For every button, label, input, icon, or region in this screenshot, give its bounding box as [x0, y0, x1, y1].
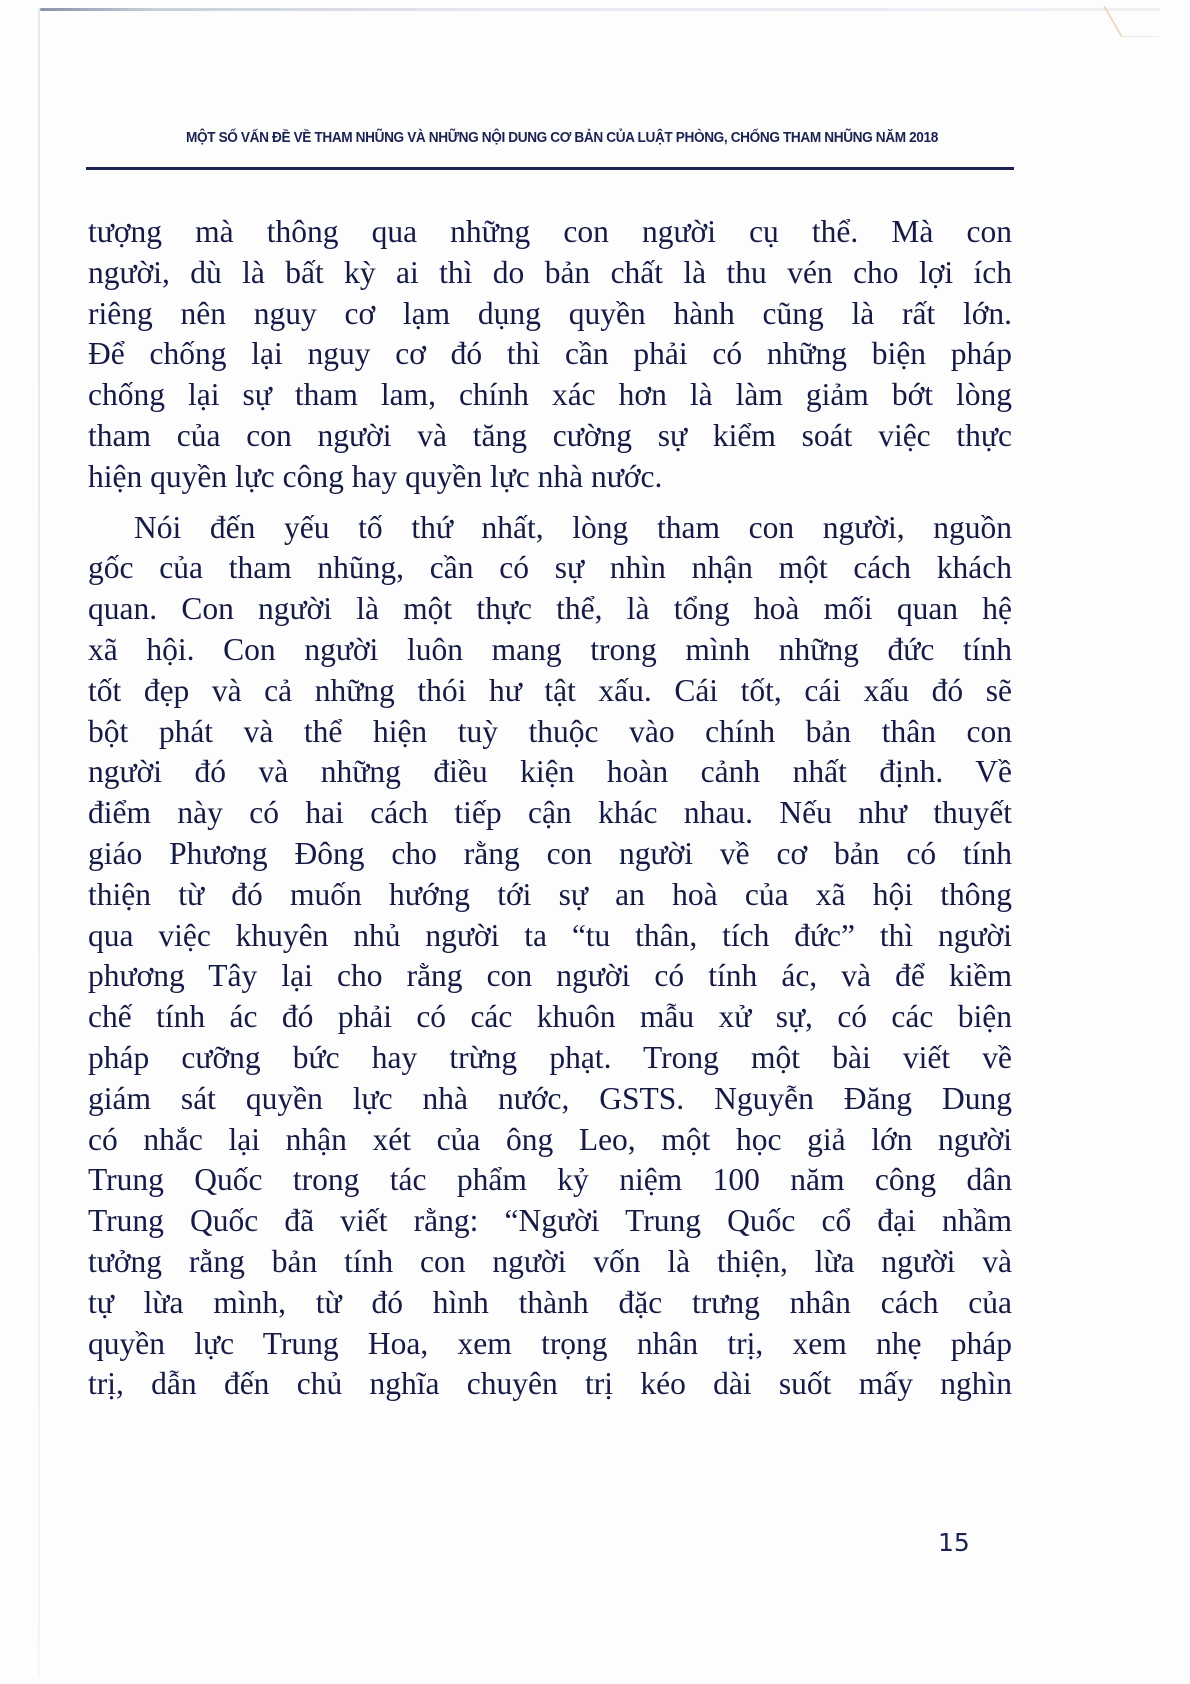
- text-line: chống lại sự tham lam, chính xác hơn là làm giảm bớt lòng: [88, 377, 1012, 413]
- text-line: quan. Con người là một thực thể, là tổng hoà mối quan hệ: [88, 591, 1012, 627]
- text-line: người đó và những điều kiện hoàn cảnh nhất định. Về: [88, 754, 1012, 790]
- paragraph-2: [88, 508, 1012, 1406]
- body-text: [88, 212, 1012, 1405]
- text-line: giám sát quyền lực nhà nước, GSTS. Nguyễn Đăng Dung: [88, 1080, 1012, 1116]
- text-line: Trung Quốc trong tác phẩm kỷ niệm 100 năm công dân: [88, 1162, 1012, 1198]
- text-line: riêng nên nguy cơ lạm dụng quyền hành cũng là rất lớn.: [88, 295, 1012, 331]
- text-line: xã hội. Con người luôn mang trong mình những đức tính: [88, 631, 1012, 667]
- text-line: Để chống lại nguy cơ đó thì cần phải có những biện pháp: [88, 336, 1012, 372]
- paragraph-spacing: [88, 498, 1012, 508]
- text-line: thiện từ đó muốn hướng tới sự an hoà của xã hội thông: [88, 876, 1012, 912]
- scan-top-edge: [40, 8, 1160, 11]
- text-line: quyền lực Trung Hoa, xem trọng nhân trị, xem nhẹ pháp: [88, 1325, 1012, 1361]
- text-line: Nói đến yếu tố thứ nhất, lòng tham con người, nguồn: [134, 509, 1012, 545]
- text-line: pháp cưỡng bức hay trừng phạt. Trong một bài viết về: [88, 1039, 1012, 1075]
- running-header: MỘT SỐ VẤN ĐỀ VỀ THAM NHŨNG VÀ NHỮNG NỘI DUNG CƠ BẢN CỦA LUẬT PHÒNG, CHỐNG THAM NHŨNG NĂM 2018: [186, 130, 938, 146]
- text-line: tốt đẹp và cả những thói hư tật xấu. Cái tốt, cái xấu đó sẽ: [88, 672, 1012, 708]
- text-line: trị, dẫn đến chủ nghĩa chuyên trị kéo dài suốt mấy nghìn: [88, 1366, 1012, 1402]
- header-rule: [86, 167, 1014, 170]
- text-line: Trung Quốc đã viết rằng: “Người Trung Quốc cổ đại nhầm: [88, 1203, 1012, 1239]
- text-line: bột phát và thể hiện tuỳ thuộc vào chính bản thân con: [88, 713, 1012, 749]
- text-line: tưởng rằng bản tính con người vốn là thiện, lừa người và: [88, 1243, 1012, 1279]
- text-line: qua việc khuyên nhủ người ta “tu thân, tích đức” thì người: [88, 917, 1012, 953]
- text-line: phương Tây lại cho rằng con người có tính ác, và để kiềm: [88, 958, 1012, 994]
- text-line: tham của con người và tăng cường sự kiểm soát việc thực: [88, 417, 1012, 453]
- text-line: có nhắc lại nhận xét của ông Leo, một học giả lớn người: [88, 1121, 1012, 1157]
- text-line: chế tính ác đó phải có các khuôn mẫu xử sự, có các biện: [88, 999, 1012, 1035]
- text-line: tự lừa mình, từ đó hình thành đặc trưng nhân cách của: [88, 1284, 1012, 1320]
- text-line: điểm này có hai cách tiếp cận khác nhau. Nếu như thuyết: [88, 795, 1012, 831]
- text-line: giáo Phương Đông cho rằng con người về cơ bản có tính: [88, 835, 1012, 871]
- scan-left-edge: [38, 8, 40, 1678]
- text-line: hiện quyền lực công hay quyền lực nhà nước.: [88, 458, 663, 494]
- text-line: người, dù là bất kỳ ai thì do bản chất là thu vén cho lợi ích: [88, 254, 1012, 290]
- paragraph-1: [88, 212, 1012, 498]
- page-number: 15: [938, 1528, 970, 1557]
- text-line: tượng mà thông qua những con người cụ thể. Mà con: [88, 214, 1012, 249]
- text-line: gốc của tham nhũng, cần có sự nhìn nhận một cách khách: [88, 550, 1012, 586]
